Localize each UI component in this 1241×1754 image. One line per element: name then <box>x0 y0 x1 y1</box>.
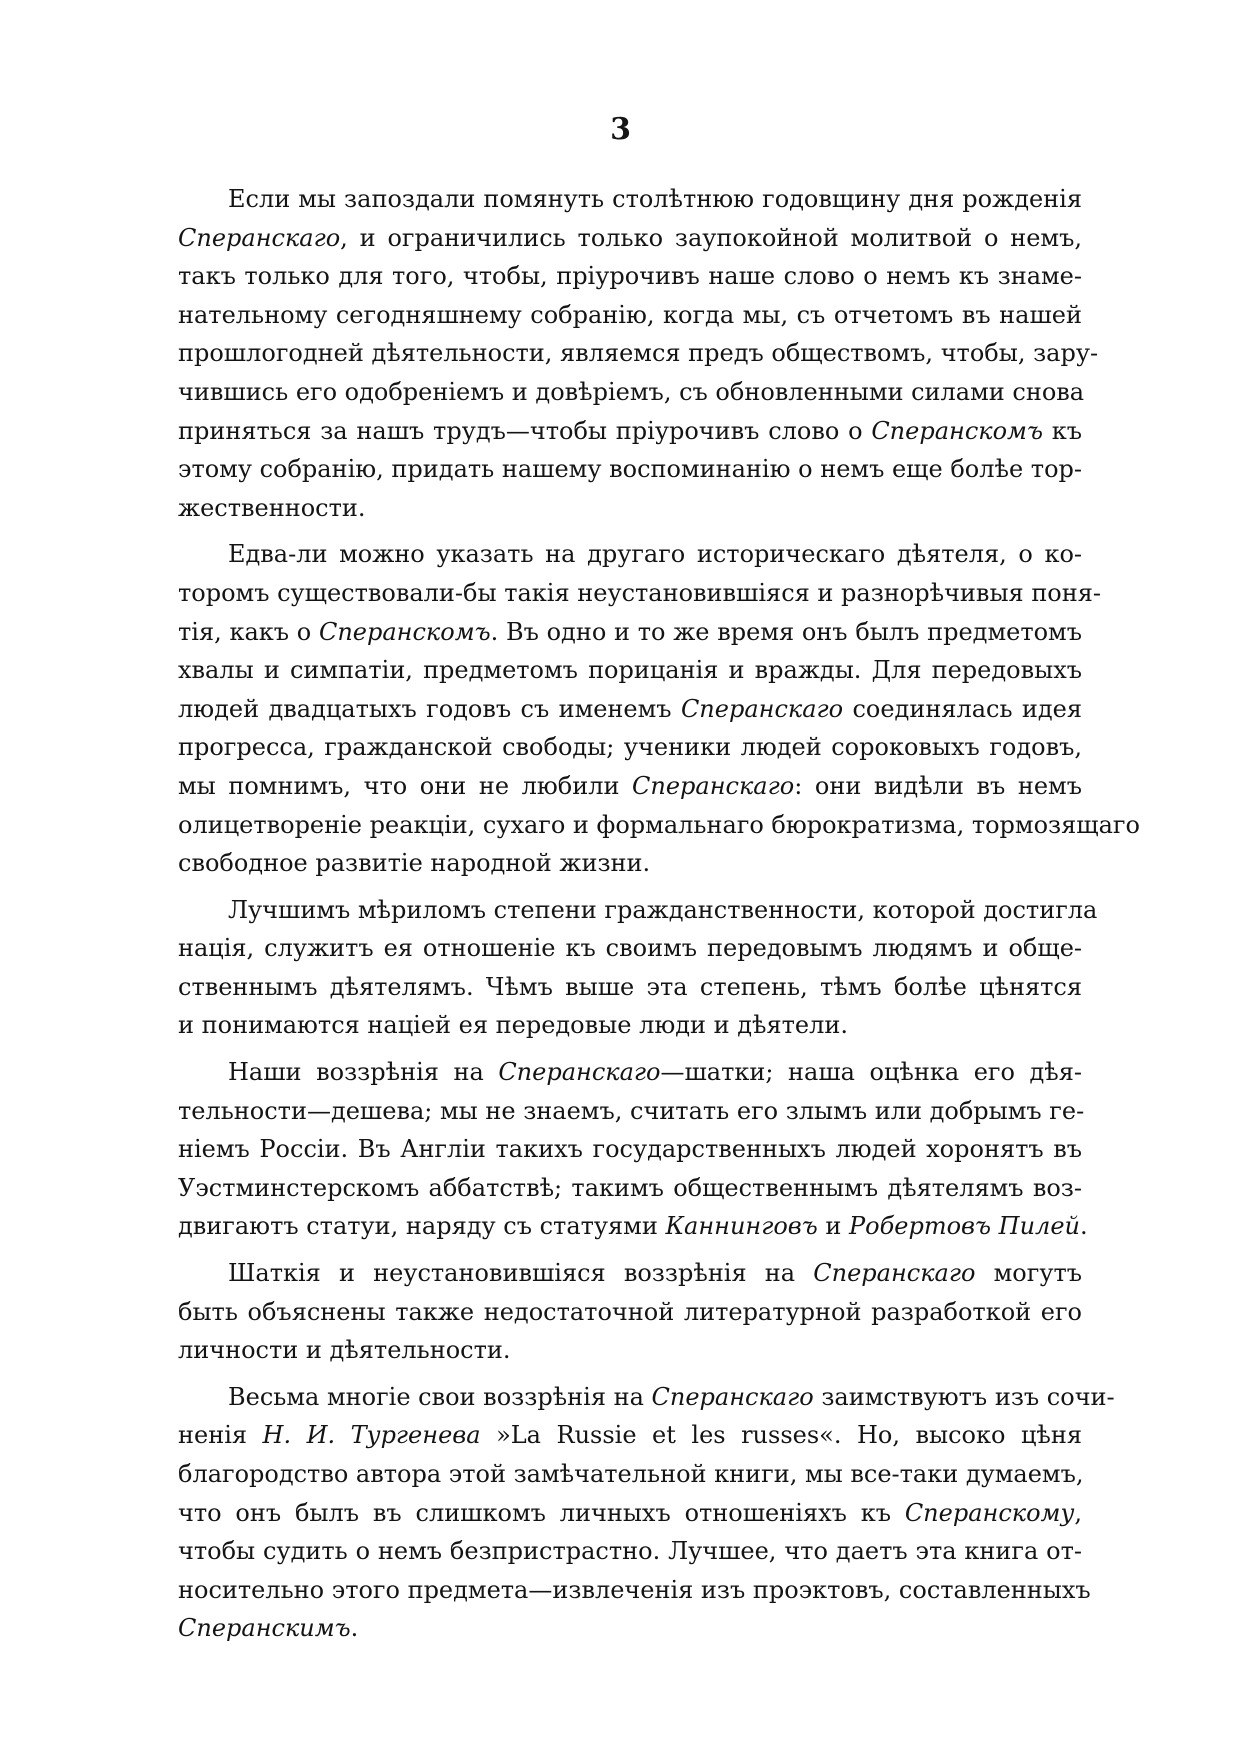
text-line: что онъ былъ въ слишкомъ личныхъ отношеніяхъ къ Сперанскому, <box>178 1498 1082 1527</box>
text-line: Сперанскаго, и ограничились только заупокойной молитвой о немъ, <box>178 223 1082 252</box>
text-line: этому собранію, придать нашему воспоминанію о немъ еще болѣе тор- <box>178 455 1082 484</box>
text-line: приняться за нашъ трудъ—чтобы пріурочивъ слово о Сперанскомъ къ <box>178 416 1082 445</box>
text-line: Едва-ли можно указать на другаго историческаго дѣятеля, о ко- <box>228 540 1082 569</box>
text-line: ненія Н. И. Тургенева »La Russie et les russes«. Но, высоко цѣня <box>178 1421 1082 1450</box>
text-line: нація, служитъ ея отношеніе къ своимъ передовымъ людямъ и обще- <box>178 934 1082 963</box>
text-line: Шаткія и неустановившіяся воззрѣнія на Сперанскаго могутъ <box>228 1259 1082 1288</box>
name-speransky: Сперанскомъ <box>871 416 1043 445</box>
text-line: Весьма многіе свои воззрѣнія на Сперанскаго заимствуютъ изъ сочи- <box>228 1382 1115 1411</box>
name-peels: Робертовъ Пилей <box>849 1212 1080 1241</box>
text-line: хвалы и симпатіи, предметомъ порицанія и вражды. Для передовыхъ <box>178 656 1082 685</box>
text-body <box>178 180 1140 1648</box>
page-number: 3 <box>610 112 631 147</box>
text-line: быть объяснены также недостаточной литературной разработкой его <box>178 1297 1082 1326</box>
name-speransky: Сперанскимъ <box>178 1614 351 1643</box>
text-line: носительно этого предмета—извлеченія изъ проэктовъ, составленныхъ <box>178 1575 1091 1604</box>
text-line: личности и дѣятельности. <box>178 1336 511 1365</box>
text-line: такъ только для того, чтобы, пріурочивъ наше слово о немъ къ знаме- <box>178 262 1082 291</box>
text-line: благородство автора этой замѣчательной книги, мы все-таки думаемъ, <box>178 1460 1084 1488</box>
name-speransky: Сперанскомъ <box>318 617 491 646</box>
name-speransky: Сперанскаго <box>651 1382 814 1411</box>
text-line: прошлогодней дѣятельности, являемся предъ обществомъ, чтобы, зару- <box>178 339 1099 368</box>
text-line: Наши воззрѣнія на Сперанскаго—шатки; наша оцѣнка его дѣя- <box>228 1058 1082 1087</box>
text-line: свободное развитіе народной жизни. <box>178 849 651 878</box>
name-cannings: Каннинговъ <box>665 1212 818 1241</box>
text-line: торомъ существовали-бы такія неустановившіяся и разнорѣчивыя поня- <box>178 578 1102 607</box>
name-speransky: Сперанскаго <box>632 771 795 800</box>
text-line: Сперанскимъ. <box>178 1614 359 1643</box>
text-line: олицетвореніе реакціи, сухаго и формальнаго бюрократизма, тормозящаго <box>178 810 1140 839</box>
name-speransky: Сперанскаго <box>813 1259 976 1288</box>
text-line: ніемъ Россіи. Въ Англіи такихъ государственныхъ людей хоронятъ въ <box>178 1135 1082 1164</box>
text-line: чтобы судить о немъ безпристрастно. Лучшее, что даетъ эта книга от- <box>178 1537 1082 1566</box>
text-line: Если мы запоздали помянуть столѣтнюю годовщину дня рожденія <box>228 185 1082 213</box>
text-line: тія, какъ о Сперанскомъ. Въ одно и то же время онъ былъ предметомъ <box>178 617 1082 646</box>
text-line: и понимаются націей ея передовые люди и дѣятели. <box>178 1011 848 1040</box>
text-line: жественности. <box>178 493 366 522</box>
text-line: Лучшимъ мѣриломъ степени гражданственности, которой достигла <box>228 895 1098 924</box>
text-line: людей двадцатыхъ годовъ съ именемъ Сперанскаго соединялась идея <box>178 694 1082 723</box>
text-line: мы помнимъ, что они не любили Сперанскаго: они видѣли въ немъ <box>178 771 1082 800</box>
text-line: нательному сегодняшнему собранію, когда мы, съ отчетомъ въ нашей <box>178 300 1082 329</box>
name-turgenev: Н. И. Тургенева <box>262 1421 481 1450</box>
text-line: чившись его одобреніемъ и довѣріемъ, съ обновленными силами снова <box>178 377 1085 406</box>
text-line: тельности—дешева; мы не знаемъ, считать его злымъ или добрымъ ге- <box>178 1096 1085 1125</box>
text-line: двигаютъ статуи, наряду съ статуями Каннинговъ и Робертовъ Пилей. <box>178 1212 1088 1241</box>
name-speransky: Сперанскаго <box>680 694 844 723</box>
text-line: ственнымъ дѣятелямъ. Чѣмъ выше эта степень, тѣмъ болѣе цѣнятся <box>178 972 1082 1001</box>
name-speransky: Сперанскаго <box>178 223 341 252</box>
name-speransky: Сперанскаго <box>498 1058 661 1087</box>
text-line: Уэстминстерскомъ аббатствѣ; такимъ общественнымъ дѣятелямъ воз- <box>178 1173 1082 1202</box>
text-line: прогресса, гражданской свободы; ученики людей сороковыхъ годовъ, <box>178 733 1082 762</box>
name-speransky: Сперанскому <box>904 1498 1075 1527</box>
